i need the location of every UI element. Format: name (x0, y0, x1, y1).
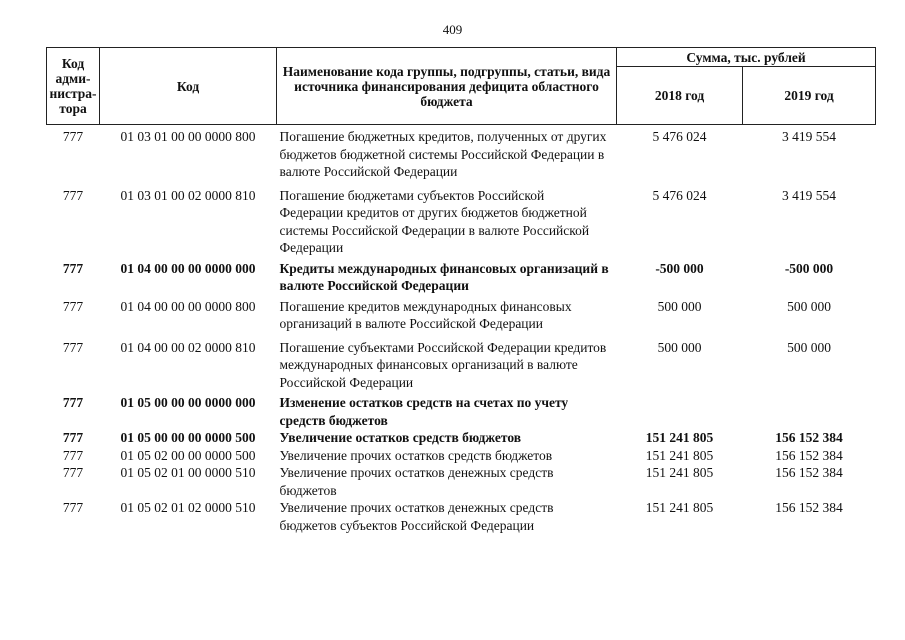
row-amount-2019: 156 152 384 (775, 430, 843, 445)
budget-sources-table (46, 47, 876, 534)
table-row (47, 429, 876, 447)
row-name: Погашение бюджетами субъектов Российской Федерации кредитов от других бюджетов бюджетной системы Российской Федерации в валюте Российской Федерации (279, 187, 590, 255)
row-code: 01 04 00 00 00 0000 800 (120, 298, 256, 314)
row-name: Погашение субъектами Российской Федерации кредитов международных финансовых организаций в валюте Российской Федерации (279, 339, 607, 390)
table-row (47, 260, 876, 295)
row-amount-2018: 5 476 024 (652, 187, 707, 203)
table-row (47, 464, 876, 499)
row-admin-code: 777 (62, 187, 84, 203)
table-row (47, 184, 876, 260)
row-amount-2019 (743, 394, 876, 429)
table-row (47, 336, 876, 395)
row-admin-code: 777 (62, 447, 84, 463)
row-amount-2019: 156 152 384 (775, 465, 843, 480)
row-amount-2018: 151 241 805 (645, 447, 714, 463)
row-amount-2018: 151 241 805 (645, 465, 714, 480)
row-admin-code: 777 (62, 465, 84, 480)
row-name: Кредиты международных финансовых организаций в валюте Российской Федерации (279, 260, 609, 293)
row-name: Изменение остатков средств на счетах по учету средств бюджетов (279, 395, 569, 428)
table-body (47, 125, 876, 535)
row-amount-2019: 500 000 (787, 298, 831, 314)
row-name: Увеличение прочих остатков денежных средств бюджетов (279, 465, 554, 498)
row-code: 01 05 02 01 02 0000 510 (120, 500, 256, 515)
header-year-2018: 2018 год (617, 67, 743, 125)
row-name: Погашение кредитов международных финансовых организаций в валюте Российской Федерации (279, 298, 572, 331)
row-amount-2018: 500 000 (657, 339, 702, 355)
row-code: 01 04 00 00 02 0000 810 (120, 339, 256, 355)
table-row (47, 125, 876, 184)
row-code: 01 05 02 00 00 0000 500 (120, 447, 256, 463)
row-amount-2018 (617, 394, 743, 429)
row-admin-code: 777 (62, 260, 84, 276)
row-amount-2018: 500 000 (657, 298, 702, 314)
header-admin-code: Код адми-нистра-тора (47, 48, 100, 125)
row-amount-2019: 3 419 554 (782, 187, 836, 203)
row-code: 01 03 01 00 02 0000 810 (120, 187, 256, 203)
row-code: 01 05 00 00 00 0000 500 (120, 430, 256, 445)
row-amount-2018: 151 241 805 (645, 430, 714, 445)
row-amount-2018: -500 000 (655, 260, 704, 276)
row-amount-2019: -500 000 (784, 260, 834, 276)
table-row (47, 499, 876, 534)
row-code: 01 03 01 00 00 0000 800 (120, 129, 256, 144)
table-row (47, 295, 876, 336)
row-name: Погашение бюджетных кредитов, полученных от других бюджетов бюджетной системы Российской Федерации в валюте Российской Федерации (279, 129, 607, 179)
row-amount-2019: 156 152 384 (775, 447, 843, 463)
page-number: 409 (442, 22, 463, 37)
row-admin-code: 777 (62, 339, 84, 355)
row-code: 01 05 00 00 00 0000 000 (120, 395, 256, 410)
row-admin-code: 777 (62, 430, 84, 445)
row-amount-2019: 3 419 554 (782, 129, 836, 144)
row-amount-2019: 156 152 384 (775, 500, 843, 515)
header-year-2019: 2019 год (743, 67, 876, 125)
row-amount-2019: 500 000 (787, 339, 831, 355)
row-code: 01 05 02 01 00 0000 510 (120, 465, 256, 480)
row-name: Увеличение остатков средств бюджетов (279, 430, 522, 445)
row-code: 01 04 00 00 00 0000 000 (120, 260, 256, 276)
row-admin-code: 777 (62, 129, 84, 144)
row-admin-code: 777 (62, 298, 84, 314)
row-amount-2018: 151 241 805 (645, 500, 714, 515)
row-admin-code: 777 (62, 500, 84, 515)
row-amount-2018: 5 476 024 (652, 129, 707, 144)
row-admin-code: 777 (62, 395, 84, 410)
row-name: Увеличение прочих остатков денежных средств бюджетов субъектов Российской Федерации (279, 500, 554, 533)
row-name: Увеличение прочих остатков средств бюджетов (279, 447, 553, 463)
table-row (47, 447, 876, 465)
header-name: Наименование кода группы, подгруппы, статьи, вида источника финансирования дефицита областного бюджета (277, 48, 617, 125)
table-header (47, 48, 876, 125)
header-code: Код (100, 48, 277, 125)
table-row (47, 394, 876, 429)
header-sum: Сумма, тыс. рублей (617, 48, 876, 67)
